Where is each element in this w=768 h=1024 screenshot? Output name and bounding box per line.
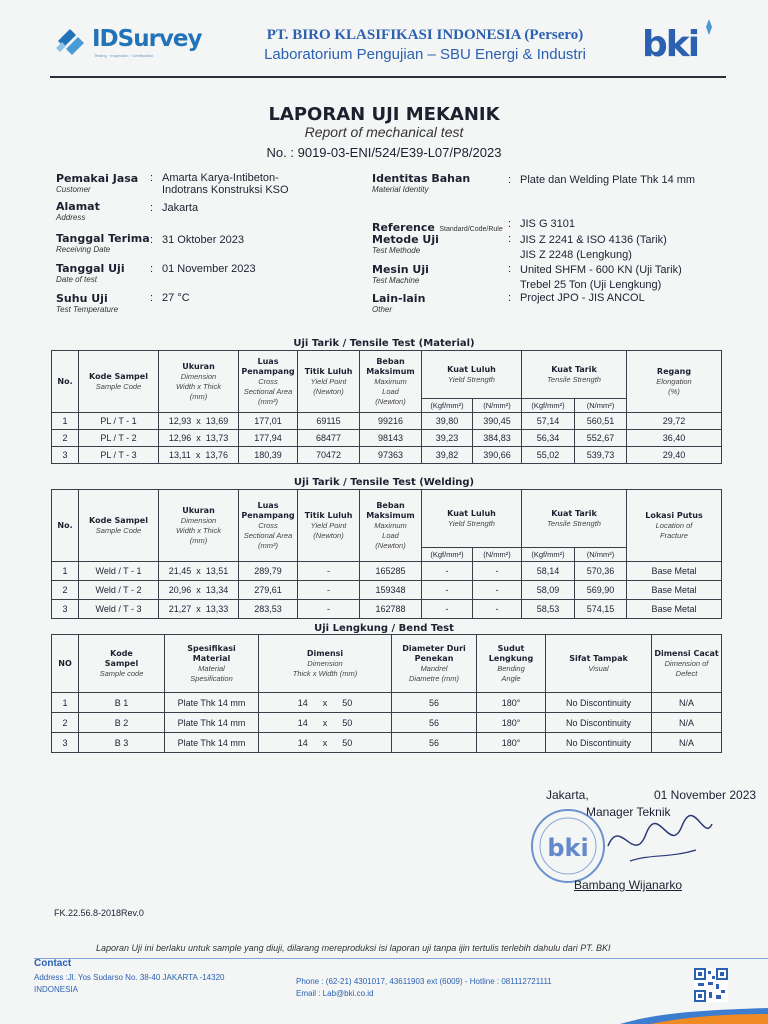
cell-tensile-n: 574,15 <box>575 600 627 619</box>
phone-line: Phone : (62-21) 4301017, 43611903 ext (6009) - Hotline : 081112721111 <box>296 977 552 986</box>
cell-yield-kgf: - <box>422 562 473 581</box>
cell-yield-n: - <box>473 562 522 581</box>
info-label: Pemakai Jasa <box>56 172 139 185</box>
col-header-mandrel: Diameter Duri Penekan Mandrel Diametre (mm) <box>392 635 477 693</box>
bki-star-icon <box>700 18 718 36</box>
table-row <box>52 600 722 619</box>
info-label-en: Test Temperature <box>56 305 119 314</box>
unit-n: (N/mm²) <box>473 399 522 413</box>
info-label: Lain-lain <box>372 292 426 305</box>
info-label-en: Other <box>372 305 393 314</box>
cell-yield-kgf: - <box>422 600 473 619</box>
cell-defect: N/A <box>652 733 722 753</box>
cell-yield-kgf: - <box>422 581 473 600</box>
col-header-dimension: Ukuran Dimension Width x Thick (mm) <box>159 490 239 562</box>
info-label: Suhu Uji <box>56 292 108 305</box>
cell-no: 2 <box>52 713 79 733</box>
footer-divider <box>34 958 768 959</box>
info-value-line: JIS Z 2241 & ISO 4136 (Tarik) <box>520 234 667 246</box>
cell-mandrel: 56 <box>392 713 477 733</box>
info-other <box>372 292 425 314</box>
col-header-angle: Sudut Lengkung Bending Angle <box>477 635 546 693</box>
info-value <box>520 233 667 263</box>
unit-n: (N/mm²) <box>575 399 627 413</box>
col-header-tensile-strength: Kuat Tarik Tensile Strength <box>522 351 627 399</box>
col-header-code: Kode Sampel Sample code <box>79 635 165 693</box>
cell-no: 3 <box>52 600 79 619</box>
info-value <box>520 263 682 293</box>
info-label-en: Customer <box>56 185 91 194</box>
cell-area: 279,61 <box>239 581 298 600</box>
cell-dimension: 14 x 50 <box>259 693 392 713</box>
cell-dimension: 14 x 50 <box>259 713 392 733</box>
cell-elongation: 29,72 <box>627 413 722 430</box>
cell-code: Weld / T - 2 <box>79 581 159 600</box>
col-header-fracture-location: Lokasi Putus Location of Fracture <box>627 490 722 562</box>
cell-code: PL / T - 3 <box>79 447 159 464</box>
colon: : <box>508 218 512 230</box>
cell-code: Weld / T - 3 <box>79 600 159 619</box>
info-label-en: Test Machine <box>372 276 420 285</box>
info-label-en: Standard/Code/Rule <box>439 226 503 233</box>
info-value: Jakarta <box>162 202 199 214</box>
cell-yield-n: - <box>473 581 522 600</box>
cell-yield-kgf: 39,80 <box>422 413 473 430</box>
report-title: LAPORAN UJI MEKANIK <box>268 104 500 125</box>
sign-role: Manager Teknik <box>586 805 671 819</box>
cell-code: PL / T - 1 <box>79 413 159 430</box>
cell-elongation: 36,40 <box>627 430 722 447</box>
col-header-yield-strength: Kuat Luluh Yield Strength <box>422 351 522 399</box>
cell-dimension: 20,96 x 13,34 <box>159 581 239 600</box>
cell-dimension: 21,45 x 13,51 <box>159 562 239 581</box>
info-label: Tanggal Terima <box>56 232 150 245</box>
info-test-method <box>372 233 439 255</box>
info-value-line2: Trebel 25 Ton (Uji Lengkung) <box>520 279 662 291</box>
col-header-dimension: Ukuran Dimension Width x Thick (mm) <box>159 351 239 413</box>
info-label: Metode Uji <box>372 233 439 246</box>
cell-yield-n: 390,45 <box>473 413 522 430</box>
cell-dimension: 21,27 x 13,33 <box>159 600 239 619</box>
info-test-machine <box>372 263 429 285</box>
col-header-max-load: Beban Maksimum Maximum Load (Newton) <box>360 351 422 413</box>
cell-no: 3 <box>52 733 79 753</box>
svg-text:bki: bki <box>547 834 589 862</box>
cell-code: B 1 <box>79 693 165 713</box>
report-number: No. : 9019-03-ENI/524/E39-L07/P8/2023 <box>266 145 502 160</box>
cell-fracture-location: Base Metal <box>627 600 722 619</box>
col-header-code: Kode Sampel Sample Code <box>79 490 159 562</box>
unit-kgf: (Kgf/mm²) <box>422 548 473 562</box>
colon: : <box>508 233 512 245</box>
sign-city: Jakarta, <box>546 788 589 802</box>
bki-logo <box>640 22 720 70</box>
table-row <box>52 713 722 733</box>
info-value: 31 Oktober 2023 <box>162 234 244 246</box>
cell-yield-n: 384,83 <box>473 430 522 447</box>
cell-tensile-kgf: 58,14 <box>522 562 575 581</box>
info-value-line2: Indotrans Konstruksi KSO <box>162 184 289 196</box>
col-header-yield-point: Titik Luluh Yield Point (Newton) <box>298 490 360 562</box>
colon: : <box>150 172 154 184</box>
colon: : <box>150 292 154 304</box>
sign-date: 01 November 2023 <box>654 788 757 802</box>
cell-no: 2 <box>52 581 79 600</box>
info-label: Alamat <box>56 200 100 213</box>
qr-code-icon <box>694 968 728 1002</box>
cell-yield-point: 68477 <box>298 430 360 447</box>
cell-yield-point: 70472 <box>298 447 360 464</box>
cell-yield-point: - <box>298 562 360 581</box>
cell-yield-point: - <box>298 581 360 600</box>
colon: : <box>508 292 512 304</box>
info-value: Plate dan Welding Plate Thk 14 mm <box>520 174 696 186</box>
cell-yield-point: 69115 <box>298 413 360 430</box>
cell-angle: 180° <box>477 713 546 733</box>
cell-fracture-location: Base Metal <box>627 562 722 581</box>
info-value-line2: JIS Z 2248 (Lengkung) <box>520 249 632 261</box>
info-label-en: Material Identity <box>372 185 429 194</box>
cell-tensile-kgf: 58,09 <box>522 581 575 600</box>
info-value <box>162 172 289 196</box>
idsurvey-mark-icon <box>54 26 90 56</box>
table-row <box>52 733 722 753</box>
cell-max-load: 159348 <box>360 581 422 600</box>
cell-yield-point: - <box>298 600 360 619</box>
cell-tensile-kgf: 57,14 <box>522 413 575 430</box>
cell-tensile-n: 539,73 <box>575 447 627 464</box>
section-title-tensile-welding: Uji Tarik / Tensile Test (Welding) <box>293 477 475 488</box>
info-customer <box>56 172 138 194</box>
cell-dimension: 14 x 50 <box>259 733 392 753</box>
col-header-max-load: Beban Maksimum Maximum Load (Newton) <box>360 490 422 562</box>
footer-phone <box>296 976 552 1000</box>
report-subtitle: Report of mechanical test <box>304 124 464 140</box>
cell-area: 180,39 <box>239 447 298 464</box>
cell-tensile-kgf: 55,02 <box>522 447 575 464</box>
info-value: JIS G 3101 <box>520 218 576 230</box>
cell-no: 2 <box>52 430 79 447</box>
col-header-yield-strength: Kuat Luluh Yield Strength <box>422 490 522 548</box>
cell-tensile-kgf: 56,34 <box>522 430 575 447</box>
table-row <box>52 693 722 713</box>
disclaimer: Laporan Uji ini berlaku untuk sample yang diuji, dilarang mereproduksi isi laporan uji tanpa ijin tertulis terlebih dahulu dari PT. BKI <box>96 943 611 953</box>
cell-dimension: 12,96 x 13,73 <box>159 430 239 447</box>
cell-code: Weld / T - 1 <box>79 562 159 581</box>
info-label: Tanggal Uji <box>56 262 125 275</box>
info-material-identity <box>372 172 470 194</box>
col-header-yield-point: Titik Luluh Yield Point (Newton) <box>298 351 360 413</box>
cell-tensile-n: 570,36 <box>575 562 627 581</box>
header-divider <box>50 76 726 78</box>
col-header-code: Kode Sampel Sample Code <box>79 351 159 413</box>
cell-max-load: 165285 <box>360 562 422 581</box>
cell-code: PL / T - 2 <box>79 430 159 447</box>
cell-mandrel: 56 <box>392 733 477 753</box>
table-row <box>52 413 722 430</box>
cell-visual: No Discontinuity <box>546 733 652 753</box>
info-receiving-date <box>56 232 150 254</box>
info-value-line: Amarta Karya-Intibeton- <box>162 172 279 184</box>
info-label: Reference <box>372 221 435 234</box>
colon: : <box>150 202 154 214</box>
idsurvey-logo-text: IDSurvey <box>92 26 202 52</box>
cell-max-load: 98143 <box>360 430 422 447</box>
unit-kgf: (Kgf/mm²) <box>522 399 575 413</box>
contact-label: Contact <box>34 958 72 969</box>
cell-no: 1 <box>52 693 79 713</box>
address-country: INDONESIA <box>34 985 79 994</box>
info-label: Mesin Uji <box>372 263 429 276</box>
document-code: FK.22.56.8-2018Rev.0 <box>54 908 144 918</box>
cell-area: 177,01 <box>239 413 298 430</box>
table-row <box>52 562 722 581</box>
signature-scribble-icon <box>600 806 720 876</box>
cell-yield-n: 390,66 <box>473 447 522 464</box>
table-row <box>52 430 722 447</box>
col-header-no: No. <box>52 490 79 562</box>
cell-visual: No Discontinuity <box>546 713 652 733</box>
cell-dimension: 13,11 x 13,76 <box>159 447 239 464</box>
info-address <box>56 200 100 222</box>
cell-max-load: 162788 <box>360 600 422 619</box>
cell-mandrel: 56 <box>392 693 477 713</box>
cell-yield-kgf: 39,23 <box>422 430 473 447</box>
col-header-elongation: Regang Elongation (%) <box>627 351 722 413</box>
cell-yield-n: - <box>473 600 522 619</box>
org-name: PT. BIRO KLASIFIKASI INDONESIA (Persero) <box>266 27 584 43</box>
cell-dimension: 12,93 x 13,69 <box>159 413 239 430</box>
cell-code: B 3 <box>79 733 165 753</box>
unit-kgf: (Kgf/mm²) <box>422 399 473 413</box>
bend-test-table <box>51 634 722 753</box>
colon: : <box>508 174 512 186</box>
col-header-area: Luas Penampang Cross Sectional Area (mm²) <box>239 351 298 413</box>
info-label-en: Test Methode <box>372 246 421 255</box>
unit-kgf: (Kgf/mm²) <box>522 548 575 562</box>
cell-tensile-n: 560,51 <box>575 413 627 430</box>
cell-spec: Plate Thk 14 mm <box>165 713 259 733</box>
col-header-tensile-strength: Kuat Tarik Tensile Strength <box>522 490 627 548</box>
section-title-bend-test: Uji Lengkung / Bend Test <box>314 623 454 634</box>
col-header-no: No. <box>52 351 79 413</box>
info-test-date <box>56 262 125 284</box>
cell-no: 3 <box>52 447 79 464</box>
idsurvey-logo <box>54 26 204 62</box>
cell-defect: N/A <box>652 713 722 733</box>
cell-max-load: 99216 <box>360 413 422 430</box>
sign-name: Bambang Wijanarko <box>574 878 683 892</box>
cell-elongation: 29,40 <box>627 447 722 464</box>
info-value: 01 November 2023 <box>162 263 256 275</box>
info-label-en: Date of test <box>56 275 97 284</box>
cell-yield-kgf: 39,82 <box>422 447 473 464</box>
cell-code: B 2 <box>79 713 165 733</box>
cell-spec: Plate Thk 14 mm <box>165 733 259 753</box>
address-line: Address :Jl. Yos Sudarso No. 38-40 JAKARTA -14320 <box>34 973 225 982</box>
cell-area: 283,53 <box>239 600 298 619</box>
tensile-welding-table <box>51 489 722 619</box>
col-header-defect: Dimensi Cacat Dimension of Defect <box>652 635 722 693</box>
info-value: 27 °C <box>162 292 190 304</box>
cell-fracture-location: Base Metal <box>627 581 722 600</box>
tensile-material-table <box>51 350 722 464</box>
cell-area: 177,94 <box>239 430 298 447</box>
cell-defect: N/A <box>652 693 722 713</box>
info-label: Identitas Bahan <box>372 172 471 185</box>
cell-no: 1 <box>52 413 79 430</box>
info-value-line: United SHFM - 600 KN (Uji Tarik) <box>520 264 682 276</box>
info-temperature <box>56 292 118 314</box>
cell-angle: 180° <box>477 733 546 753</box>
bki-logo-text: bki <box>642 24 699 65</box>
table-row <box>52 581 722 600</box>
colon: : <box>508 263 512 275</box>
cell-tensile-n: 569,90 <box>575 581 627 600</box>
info-label-en: Address <box>56 213 86 222</box>
col-header-area: Luas Penampang Cross Sectional Area (mm²) <box>239 490 298 562</box>
info-value: Project JPO - JIS ANCOL <box>520 292 645 304</box>
cell-no: 1 <box>52 562 79 581</box>
colon: : <box>150 263 154 275</box>
cell-max-load: 97363 <box>360 447 422 464</box>
footer-address <box>34 972 224 996</box>
email-line: Email : Lab@bki.co.id <box>296 989 374 998</box>
cell-tensile-n: 552,67 <box>575 430 627 447</box>
org-lab: Laboratorium Pengujian – SBU Energi & Industri <box>264 46 586 63</box>
cell-visual: No Discontinuity <box>546 693 652 713</box>
col-header-spec: Spesifikasi Material Material Spesification <box>165 635 259 693</box>
colon: : <box>150 234 154 246</box>
cell-angle: 180° <box>477 693 546 713</box>
table-row <box>52 447 722 464</box>
col-header-dimension: Dimensi Dimension Thick x Width (mm) <box>259 635 392 693</box>
idsurvey-tagline: Testing · Inspection · Certification <box>94 53 154 58</box>
unit-n: (N/mm²) <box>473 548 522 562</box>
unit-n: (N/mm²) <box>575 548 627 562</box>
cell-area: 289,79 <box>239 562 298 581</box>
col-header-no: NO <box>52 635 79 693</box>
col-header-visual: Sifat Tampak Visual <box>546 635 652 693</box>
footer-wave-decoration-icon <box>620 1008 768 1024</box>
section-title-tensile-material: Uji Tarik / Tensile Test (Material) <box>293 338 475 349</box>
info-label-en: Receiving Date <box>56 245 111 254</box>
cell-spec: Plate Thk 14 mm <box>165 693 259 713</box>
cell-tensile-kgf: 58,53 <box>522 600 575 619</box>
